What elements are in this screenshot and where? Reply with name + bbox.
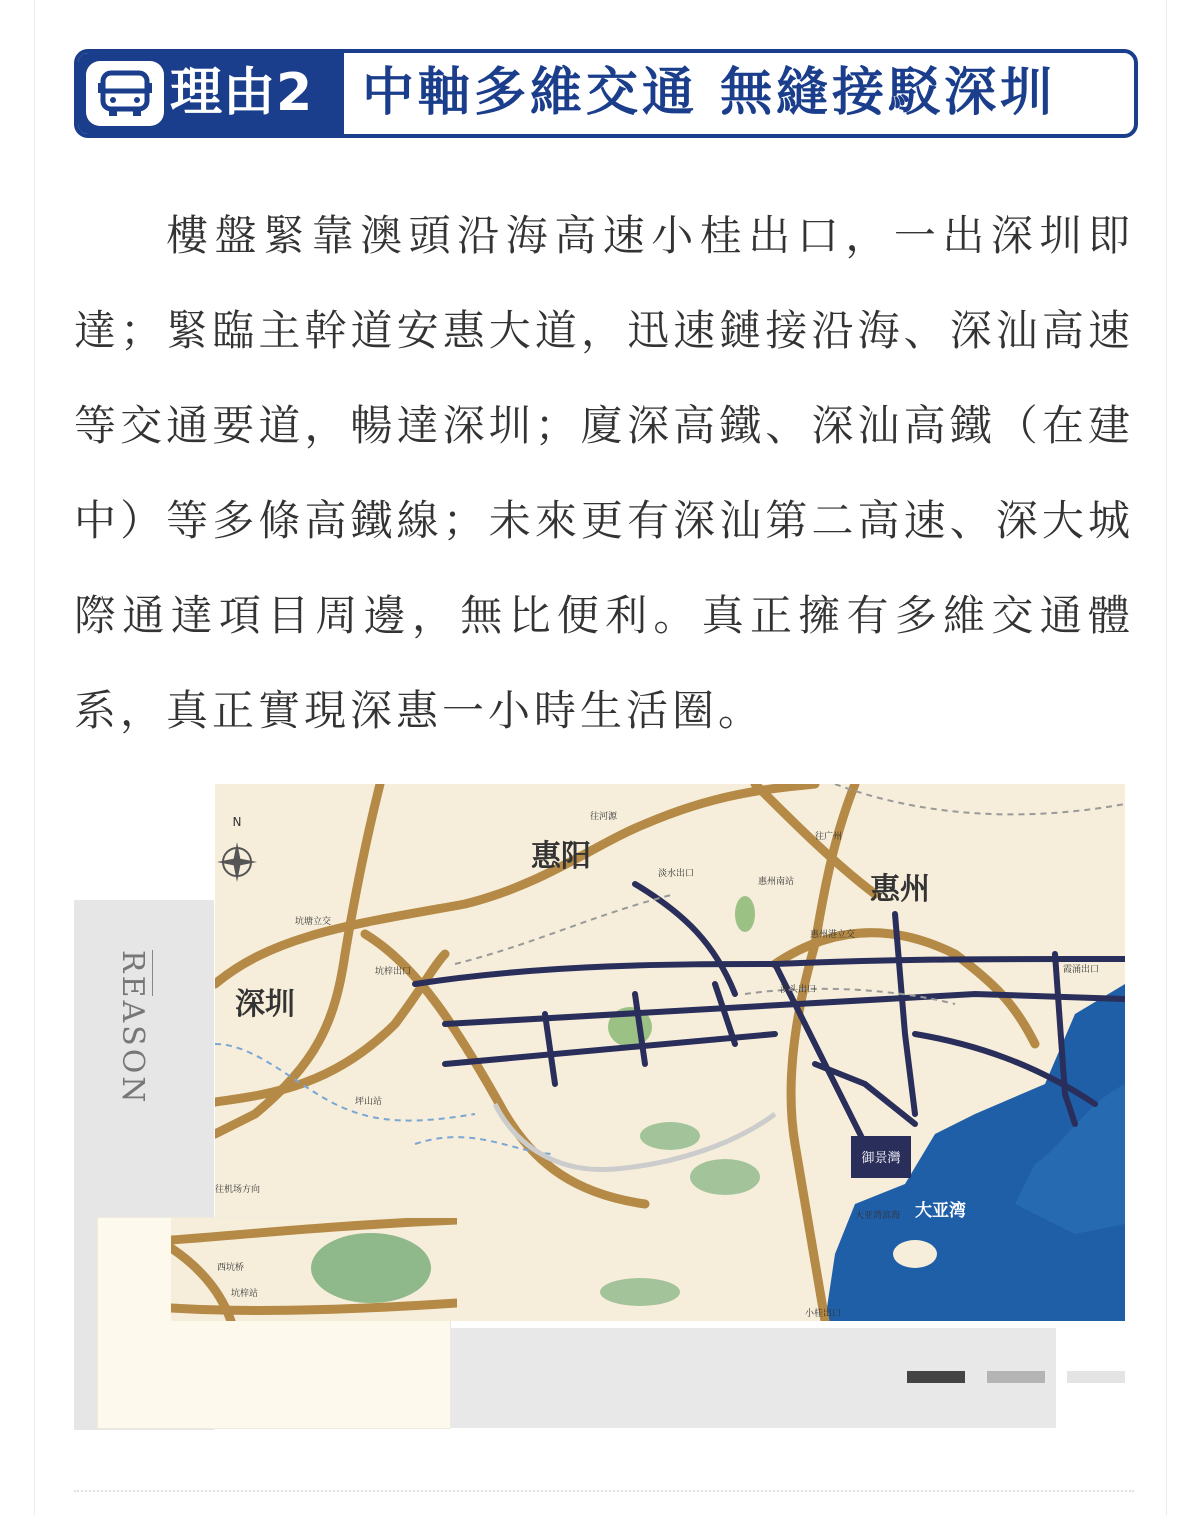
gallery-page-dot-1[interactable] [907,1371,965,1383]
label-huizhou-port: 惠州港立交 [810,930,856,940]
gallery-page-dot-3[interactable] [1067,1371,1125,1383]
label-airport: 往机场方向 [215,1185,261,1195]
label-shoreline: 大亚湾滨海 [855,1211,901,1221]
label-kengzi-station: 坑梓站 [231,1289,259,1299]
section-divider [74,1490,1134,1492]
reason-label: REASON [115,950,150,1106]
bus-icon-box [86,61,164,126]
gallery-bottom-panel [450,1328,1056,1428]
project-logo: 御景灣 [861,1151,901,1166]
page-side-rule-right [1166,0,1167,1515]
label-huizhou: 惠州 [870,872,930,907]
reason-rule [152,950,153,996]
label-kengzi-interchange: 坑塘立交 [295,917,332,927]
label-huiyang: 惠阳 [531,839,591,874]
label-kengzi-exit: 坑梓出口 [375,967,412,977]
compass-north: N [232,815,242,829]
label-huizhou-south: 惠州南站 [758,877,795,887]
label-bay: 大亚湾 [915,1201,966,1221]
page-side-rule-left [34,0,35,1515]
label-xiaogui-exit: 小桂出口 [805,1309,842,1319]
traffic-map-extension-graphic [171,1218,457,1321]
label-pingshan: 坪山站 [355,1097,383,1107]
bus-icon [98,69,152,119]
label-shenzhen: 深圳 [235,987,295,1022]
label-xikengqiao: 西坑桥 [217,1263,245,1273]
traffic-map-extension [171,1218,457,1321]
label-xiayong-exit: 霞涌出口 [1063,965,1100,975]
label-aotou-exit: 澳头出口 [780,985,817,995]
label-to-guangzhou: 往广州 [815,832,843,842]
body-paragraph: 樓盤緊靠澳頭沿海高速小桂出口，一出深圳即達；緊臨主幹道安惠大道，迅速鏈接沿海、深汕高速等交通要道，暢達深圳；廈深高鐵、深汕高鐵（在建中）等多條高鐵線；未來更有深汕第二高速、深大城際通達項目周邊，無比便利。真正擁有多維交通體系，真正實現深惠一小時生活圈。 [74,211,1134,735]
label-to-heyuan: 往河源 [590,812,618,822]
label-danshui-exit: 淡水出口 [658,869,695,879]
section-banner [74,49,1138,138]
reason-tag-label: 理由2 [170,63,314,123]
gallery-page-dot-2[interactable] [987,1371,1045,1383]
section-title: 中軸多維交通 無縫接駁深圳 [362,63,1057,123]
reason-tag [78,53,344,134]
